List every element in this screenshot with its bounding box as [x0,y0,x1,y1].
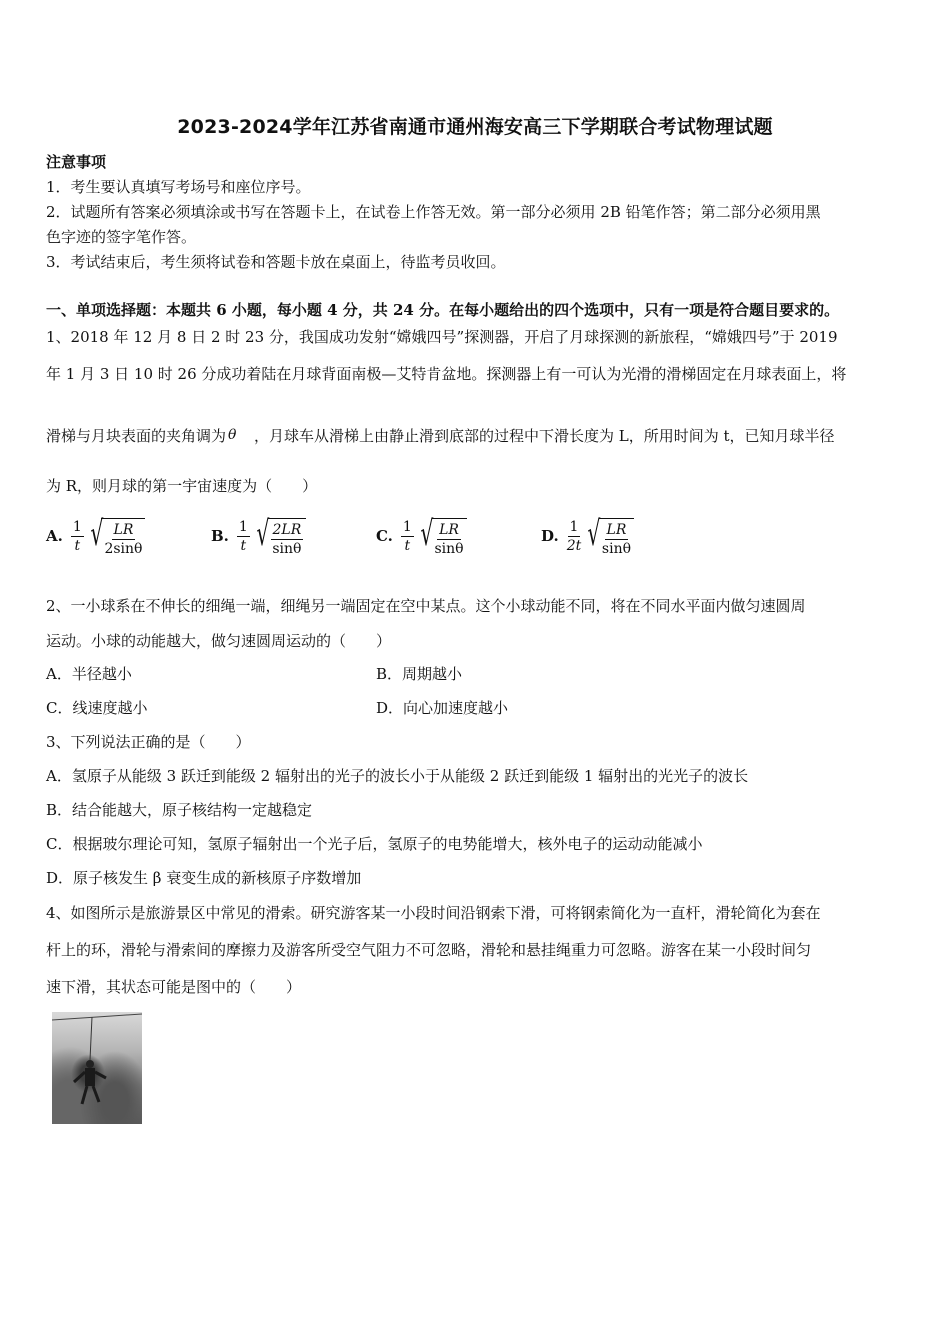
radicand [268,518,307,558]
q1-line-3 [46,426,906,446]
option-label: A. [46,527,63,545]
q1-option-d[interactable] [541,508,634,564]
theta-symbol: θ [228,427,237,443]
notice-item-2: 2．试题所有答案必须填涂或书写在答题卡上，在试卷上作答无效。第一部分必须用 2B 铅笔作答；第二部分必须用黑 [46,203,821,221]
radical-sign: √ [256,514,270,554]
coef-num: 1 [402,518,412,535]
sqrt-expression [416,514,467,558]
q4-line-2: 杆上的环，滑轮与滑索间的摩擦力及游客所受空气阻力不可忽略，滑轮和悬挂绳重力可忽略。游客在某一小段时间匀 [46,941,812,959]
coef-den: t [74,537,81,554]
q4-line-3: 速下滑，其状态可能是图中的（ ） [46,978,302,996]
q3-option-d[interactable]: D．原子核发生 β 衰变生成的新核原子序数增加 [46,869,362,887]
notice-item-2-cont: 色字迹的签字笔作答。 [46,228,197,246]
radicand [101,518,145,558]
sqrt-expression [583,514,634,558]
q2-option-d[interactable]: D．向心加速度越小 [376,699,509,717]
section-heading: 一、单项选择题：本题共 6 小题，每小题 4 分，共 24 分。在每小题给出的四个选项中，只有一项是符合题目要求的。 [46,301,840,319]
q2-option-c[interactable]: C．线速度越小 [46,699,148,717]
radical-sign: √ [420,514,434,554]
q1-line-3a: 滑梯与月块表面的夹角调为 [46,427,227,445]
radicand-den: sinθ [272,541,302,557]
radicand-num: LR [439,522,459,538]
radicand [432,518,467,558]
q1-line-3b: ，月球车从滑梯上由静止滑到底部的过程中下滑长度为 L，所用时间为 t，已知月球半径 [254,427,835,445]
zipline-figure-icon [52,1012,142,1124]
q3-option-c[interactable]: C．根据玻尔理论可知，氢原子辐射出一个光子后，氢原子的电势能增大，核外电子的运动动能减小 [46,835,703,853]
q3-stem: 3、下列说法正确的是（ ） [46,733,251,751]
notice-item-3: 3．考试结束后，考生须将试卷和答题卡放在桌面上，待监考员收回。 [46,253,506,271]
radical-sign: √ [90,514,104,554]
q2-line-1: 2、一小球系在不伸长的细绳一端，细绳另一端固定在空中某点。这个小球动能不同，将在不同水平面内做匀速圆周 [46,597,806,615]
page-title: 2023-2024学年江苏省南通市通州海安高三下学期联合考试物理试题 [177,116,773,138]
q1-line-2: 年 1 月 3 日 10 时 26 分成功着陆在月球背面南极—艾特肯盆地。探测器上有一可认为光滑的滑梯固定在月球表面上，将 [46,365,847,383]
option-label: B. [211,527,229,545]
q2-line-2: 运动。小球的动能越大，做匀速圆周运动的（ ） [46,632,392,650]
coefficient-fraction [401,518,414,555]
coef-den: 2t [566,537,582,554]
coef-num: 1 [238,518,248,535]
option-label: C. [376,527,393,545]
q1-option-a[interactable] [46,508,145,564]
radicand-num: 2LR [272,522,302,538]
coefficient-fraction [71,518,84,555]
notice-item-1: 1．考生要认真填写考场号和座位序号。 [46,178,311,196]
q1-option-b[interactable] [211,508,306,564]
radicand-num: LR [113,522,134,538]
q3-option-a[interactable]: A．氢原子从能级 3 跃迁到能级 2 辐射出的光子的波长小于从能级 2 跃迁到能级 1 辐射出的光光子的波长 [46,767,749,785]
coefficient-fraction [237,518,250,555]
q1-line-4: 为 R，则月球的第一宇宙速度为（ ） [46,477,318,495]
radicand-den: 2sinθ [104,541,143,557]
option-label: D. [541,527,559,545]
q1-line-1: 1、2018 年 12 月 8 日 2 时 23 分，我国成功发射“嫦娥四号”探测器，开启了月球探测的新旅程，“嫦娥四号”于 2019 [46,328,838,346]
coefficient-fraction [567,518,582,555]
q4-line-1: 4、如图所示是旅游景区中常见的滑索。研究游客某一小段时间沿钢索下滑，可将钢索简化为一直杆，滑轮简化为套在 [46,904,821,922]
q3-option-b[interactable]: B．结合能越大，原子核结构一定越稳定 [46,801,313,819]
radicand-num: LR [606,522,627,538]
radicand-den: sinθ [434,541,464,557]
notice-heading: 注意事项 [46,153,107,171]
q1-option-c[interactable] [376,508,467,564]
radicand-den: sinθ [601,541,632,557]
q2-option-a[interactable]: A．半径越小 [46,665,132,683]
q2-option-b[interactable]: B．周期越小 [376,665,463,683]
coef-num: 1 [569,518,579,535]
radicand [599,518,634,558]
sqrt-expression [252,514,306,558]
coef-den: t [240,537,247,554]
zipline-photo [52,1012,142,1124]
sqrt-expression [86,514,146,558]
radical-sign: √ [587,514,601,554]
coef-num: 1 [72,518,82,535]
coef-den: t [404,537,411,554]
